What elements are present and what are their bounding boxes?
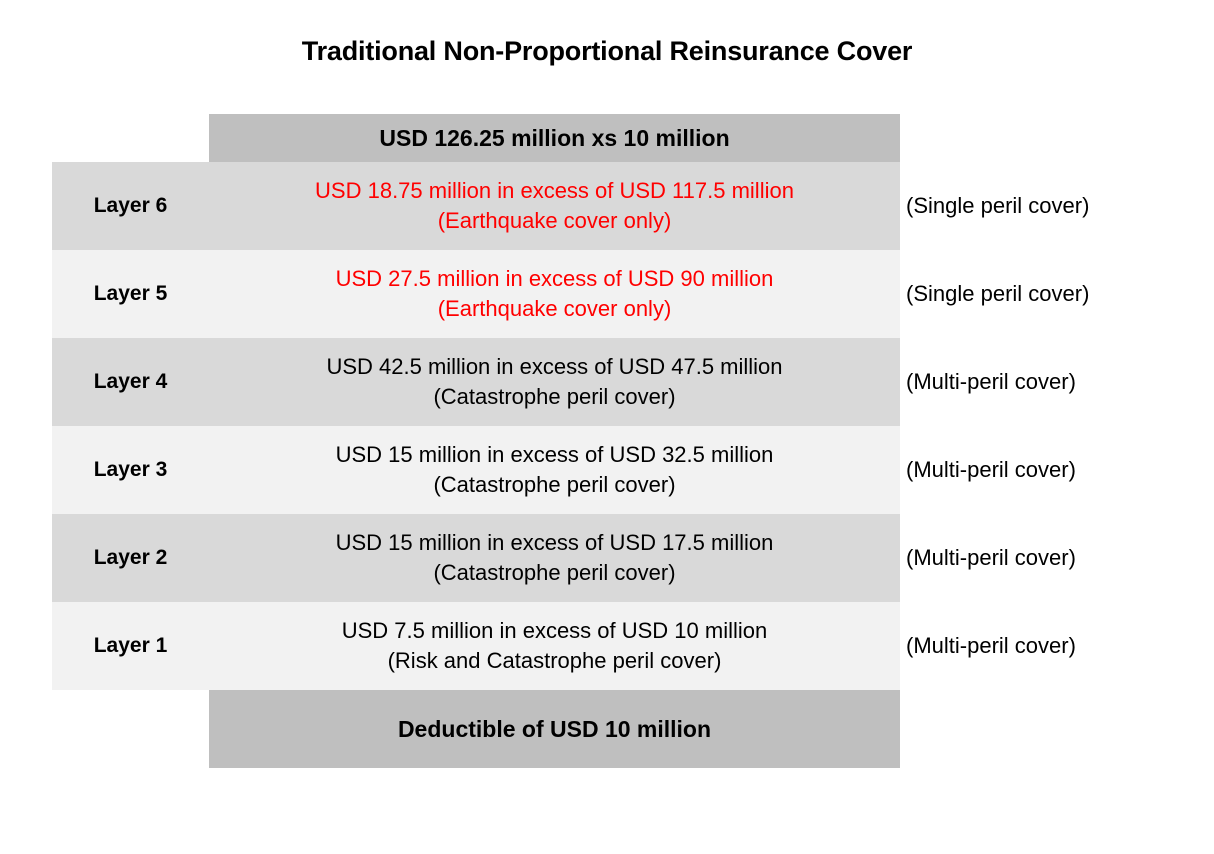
layer-description: [209, 426, 900, 514]
layer-note: (Multi-peril cover): [906, 633, 1076, 658]
layer-note: (Multi-peril cover): [906, 457, 1076, 482]
layer-row: [52, 426, 1182, 514]
layer-description-line1: USD 15 million in excess of USD 32.5 million: [335, 442, 774, 468]
layer-label: Layer 5: [52, 250, 209, 338]
layer-description-line2: (Risk and Catastrophe peril cover): [387, 648, 722, 673]
layer-description-line2: (Catastrophe peril cover): [433, 560, 676, 585]
layer-description-line2: (Earthquake cover only): [437, 208, 672, 233]
layer-note: (Multi-peril cover): [906, 545, 1076, 570]
layer-note: (Multi-peril cover): [906, 369, 1076, 394]
layer-description-line2: (Earthquake cover only): [437, 296, 672, 321]
layer-description-line2: (Catastrophe peril cover): [433, 472, 676, 497]
layer-row: [52, 514, 1182, 602]
page-title: Traditional Non-Proportional Reinsurance Cover: [301, 36, 913, 66]
layer-label: Layer 1: [52, 602, 209, 690]
total-cover-band: USD 126.25 million xs 10 million: [209, 114, 900, 162]
layer-description: [209, 250, 900, 338]
layer-description-line2: (Catastrophe peril cover): [433, 384, 676, 409]
deductible-band: Deductible of USD 10 million: [209, 690, 900, 768]
layer-label: Layer 3: [52, 426, 209, 514]
layer-note: (Single peril cover): [906, 193, 1090, 218]
layer-note: (Single peril cover): [906, 281, 1090, 306]
layer-description-line1: USD 7.5 million in excess of USD 10 million: [341, 618, 768, 644]
layer-row: [52, 162, 1182, 250]
layer-description: [209, 514, 900, 602]
layer-label: Layer 6: [52, 162, 209, 250]
layer-description-line1: USD 15 million in excess of USD 17.5 million: [335, 530, 774, 556]
layer-row: [52, 338, 1182, 426]
layer-label: Layer 2: [52, 514, 209, 602]
layer-label: Layer 4: [52, 338, 209, 426]
footer-row: [52, 690, 1182, 768]
layer-description-line1: USD 27.5 million in excess of USD 90 million: [335, 266, 774, 292]
layer-row: [52, 250, 1182, 338]
footer-note-spacer: [900, 690, 1182, 768]
layer-description: [209, 338, 900, 426]
layer-description: [209, 162, 900, 250]
layer-description-line1: USD 18.75 million in excess of USD 117.5 million: [315, 178, 794, 204]
header-row: [52, 114, 1182, 162]
layer-description: [209, 602, 900, 690]
footer-label-spacer: [52, 690, 209, 768]
header-note-spacer: [900, 114, 1182, 162]
reinsurance-layer-chart: [52, 114, 1182, 768]
header-label-spacer: [52, 114, 209, 162]
layer-row: [52, 602, 1182, 690]
layer-description-line1: USD 42.5 million in excess of USD 47.5 million: [326, 354, 783, 380]
